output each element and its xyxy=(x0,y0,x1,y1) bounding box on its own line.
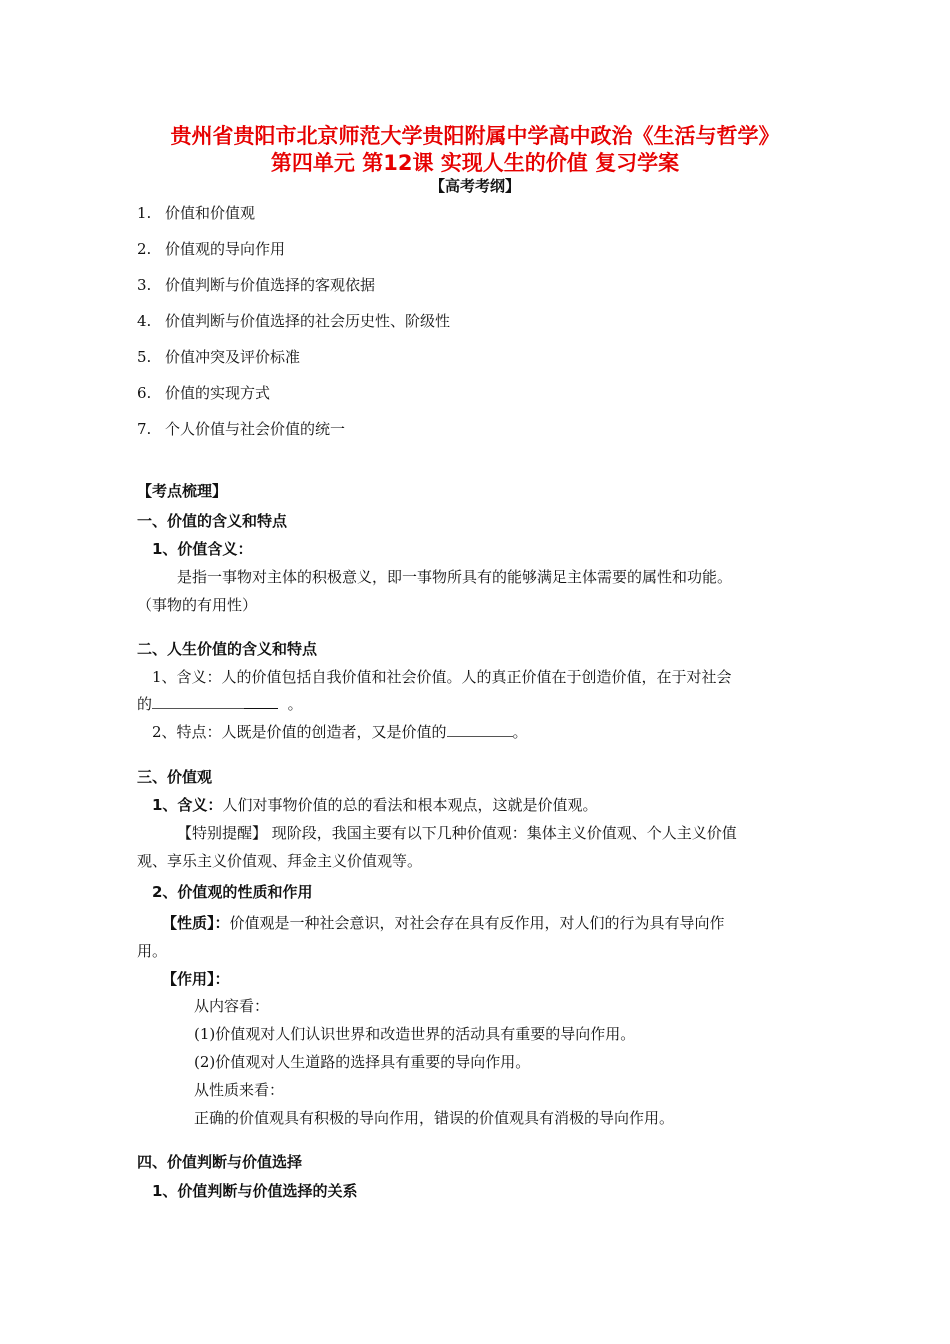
nature-line1: 【性质】：价值观是一种社会意识，对社会存在具有反作用，对人们的行为具有导向作 xyxy=(162,914,725,932)
special-reminder-line1: 【特别提醒】 现阶段，我国主要有以下几种价值观：集体主义价值观、个人主义价值 xyxy=(177,824,737,842)
section-4-sub1: 1、价值判断与价值选择的关系 xyxy=(152,1182,358,1200)
section-3-sub2: 2、价值观的性质和作用 xyxy=(152,883,313,901)
section-2-line3: 2、特点：人既是价值的创造者，又是价值的 。 xyxy=(152,723,528,741)
outline-item: 2. 价值观的导向作用 xyxy=(137,240,286,258)
document-title-line2: 第四单元 第12课 实现人生的价值 复习学案 xyxy=(270,151,680,175)
nature-line2: 用。 xyxy=(137,942,168,960)
section-3-sub1: 1、含义：人们对事物价值的总的看法和根本观点，这就是价值观。 xyxy=(152,796,598,814)
outline-item: 5. 价值冲突及评价标准 xyxy=(137,348,301,366)
section-1-heading: 一、价值的含义和特点 xyxy=(137,512,288,530)
blank-line[interactable] xyxy=(244,694,278,709)
role-label: 【作用】： xyxy=(162,970,230,988)
role-nature-text: 正确的价值观具有积极的导向作用，错误的价值观具有消极的导向作用。 xyxy=(194,1109,675,1127)
section-1-text2: （事物的有用性） xyxy=(137,596,258,614)
section-1-sub1: 1、价值含义： xyxy=(152,540,253,558)
role-item-2: (2)价值观对人生道路的选择具有重要的导向作用。 xyxy=(194,1053,531,1071)
role-item-1: (1)价值观对人们认识世界和改造世界的活动具有重要的导向作用。 xyxy=(194,1025,636,1043)
review-heading: 【考点梳理】 xyxy=(137,482,228,500)
section-3-heading: 三、价值观 xyxy=(137,768,213,786)
outline-item: 1. 价值和价值观 xyxy=(137,204,256,222)
special-reminder-line2: 观、享乐主义价值观、拜金主义价值观等。 xyxy=(137,852,423,870)
outline-item: 6. 价值的实现方式 xyxy=(137,384,271,402)
outline-heading: 【高考考纲】 xyxy=(429,177,520,195)
section-1-text1: 是指一事物对主体的积极意义，即一事物所具有的能够满足主体需要的属性和功能。 xyxy=(177,568,733,586)
section-2-line1: 1、含义：人的价值包括自我价值和社会价值。人的真正价值在于创造价值，在于对社会 xyxy=(152,668,732,686)
section-4-heading: 四、价值判断与价值选择 xyxy=(137,1153,303,1171)
section-2-line2: 的 。 xyxy=(137,695,303,713)
blank-line[interactable] xyxy=(447,722,513,737)
section-2-heading: 二、人生价值的含义和特点 xyxy=(137,640,318,658)
outline-item: 7. 个人价值与社会价值的统一 xyxy=(137,420,346,438)
role-content-label: 从内容看： xyxy=(194,997,270,1015)
outline-item: 3. 价值判断与价值选择的客观依据 xyxy=(137,276,376,294)
outline-item: 4. 价值判断与价值选择的社会历史性、阶级性 xyxy=(137,312,451,330)
document-title-line1: 贵州省贵阳市北京师范大学贵阳附属中学高中政治《生活与哲学》 xyxy=(170,124,780,148)
role-nature-label: 从性质来看： xyxy=(194,1081,285,1099)
blank-line[interactable] xyxy=(152,694,244,709)
